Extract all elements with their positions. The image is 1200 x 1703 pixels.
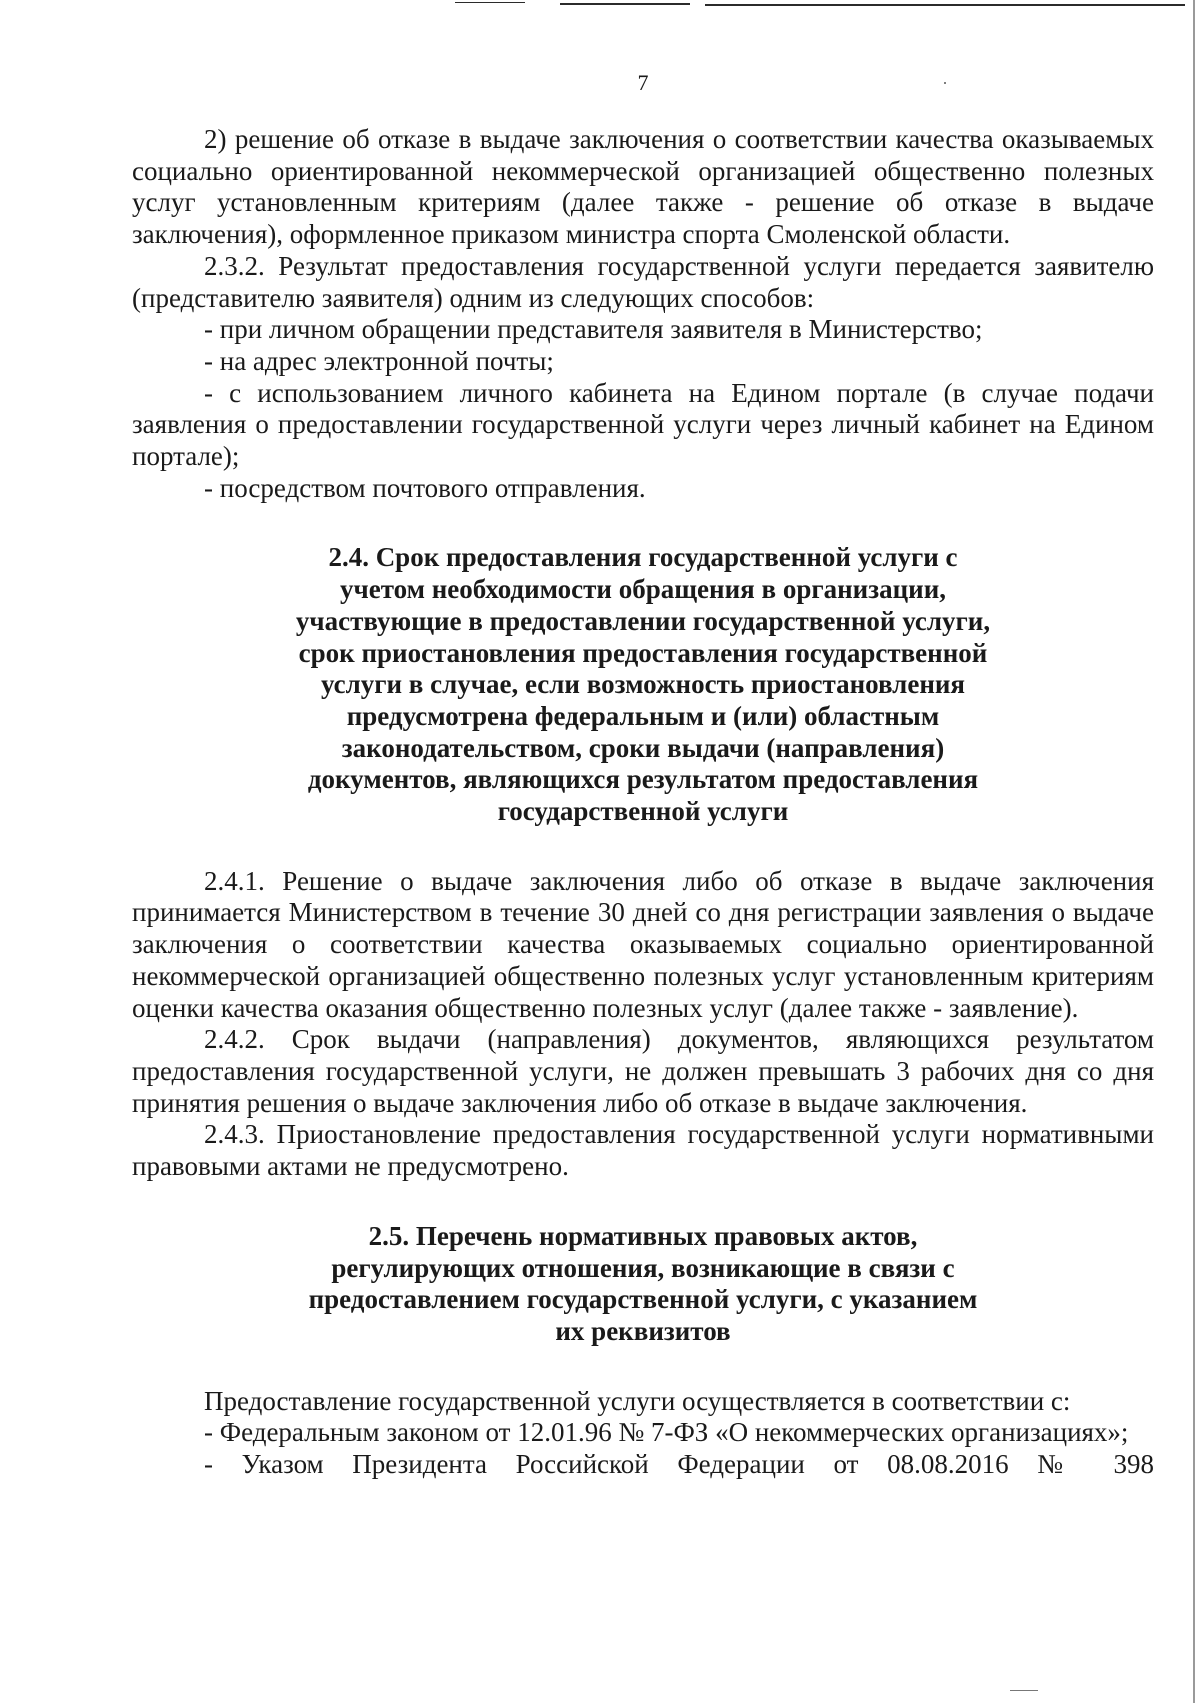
scan-corner-mark [1010, 1690, 1038, 1691]
list-item-portal: - с использованием личного кабинета на Едином портале (в случае подачи заявления о предоставлении государственной услуги через личный кабинет на Едином портале); [132, 377, 1154, 472]
scan-edge-line-2 [560, 3, 690, 5]
paragraph-2-4-3: 2.4.3. Приостановление предоставления государственной услуги нормативными правовыми актами не предусмотрено. [132, 1119, 1154, 1182]
list-item-federal-law: - Федеральным законом от 12.01.96 № 7-ФЗ «О некоммерческих организациях»; [204, 1417, 1129, 1448]
list-item-personal-visit: - при личном обращении представителя заявителя в Министерство; [204, 314, 983, 345]
document-body [132, 124, 1154, 1481]
section-heading-2-4: 2.4. Срок предоставления государственной услуги с учетом необходимости обращения в организации, участвующие в предоставлении государственной услуги, срок приостановления предоставления государственной услуги в случае, если возможность приостановления предусмотрена федеральным и (или) областным законодательством, сроки выдачи (направления) документов, являющихся результатом предоставления государственной услуги [295, 542, 991, 827]
scan-edge-line-3 [705, 4, 1185, 6]
paragraph-2-4-1: 2.4.1. Решение о выдаче заключения либо об отказе в выдаче заключения принимается Министерством в течение 30 дней со дня регистрации заявления о выдаче заключения о соответствии качества оказываемых социально ориентированной некоммерческой организацией общественно полезных услуг установленным критериям оценки качества оказания общественно полезных услуг (далее также - заявление). [132, 865, 1154, 1023]
page-number: 7 [637, 70, 649, 95]
scan-edge-line-1 [455, 2, 525, 3]
paragraph-2-4-2: 2.4.2. Срок выдачи (направления) документов, являющихся результатом предоставления государственной услуги, не должен превышать 3 рабочих дня со дня принятия решения о выдаче заключения либо об отказе в выдаче заключения. [132, 1024, 1154, 1118]
section-heading-2-5: 2.5. Перечень нормативных правовых актов, регулирующих отношения, возникающие в связи с предоставлением государственной услуги, с указанием их реквизитов [308, 1220, 978, 1346]
list-item-post: - посредством почтового отправления. [204, 472, 646, 503]
list-item-email: - на адрес электронной почты; [204, 345, 554, 376]
paragraph-2-5-intro: Предоставление государственной услуги осуществляется в соответствии с: [204, 1385, 1071, 1416]
paragraph-decision-refusal: 2) решение об отказе в выдаче заключения о соответствии качества оказываемых социально ориентированной некоммерческой организацией общественно полезных услуг установленным критериям (далее также - решение об отказе в выдаче заключения), оформленное приказом министра спорта Смоленской области. [132, 124, 1154, 250]
list-item-presidential-decree: - Указом Президента Российской Федерации от 08.08.2016 № 398 [204, 1449, 1154, 1480]
scan-edge-right [1193, 0, 1195, 1703]
paragraph-2-3-2: 2.3.2. Результат предоставления государственной услуги передается заявителю (представителю заявителя) одним из следующих способов: [132, 250, 1154, 313]
